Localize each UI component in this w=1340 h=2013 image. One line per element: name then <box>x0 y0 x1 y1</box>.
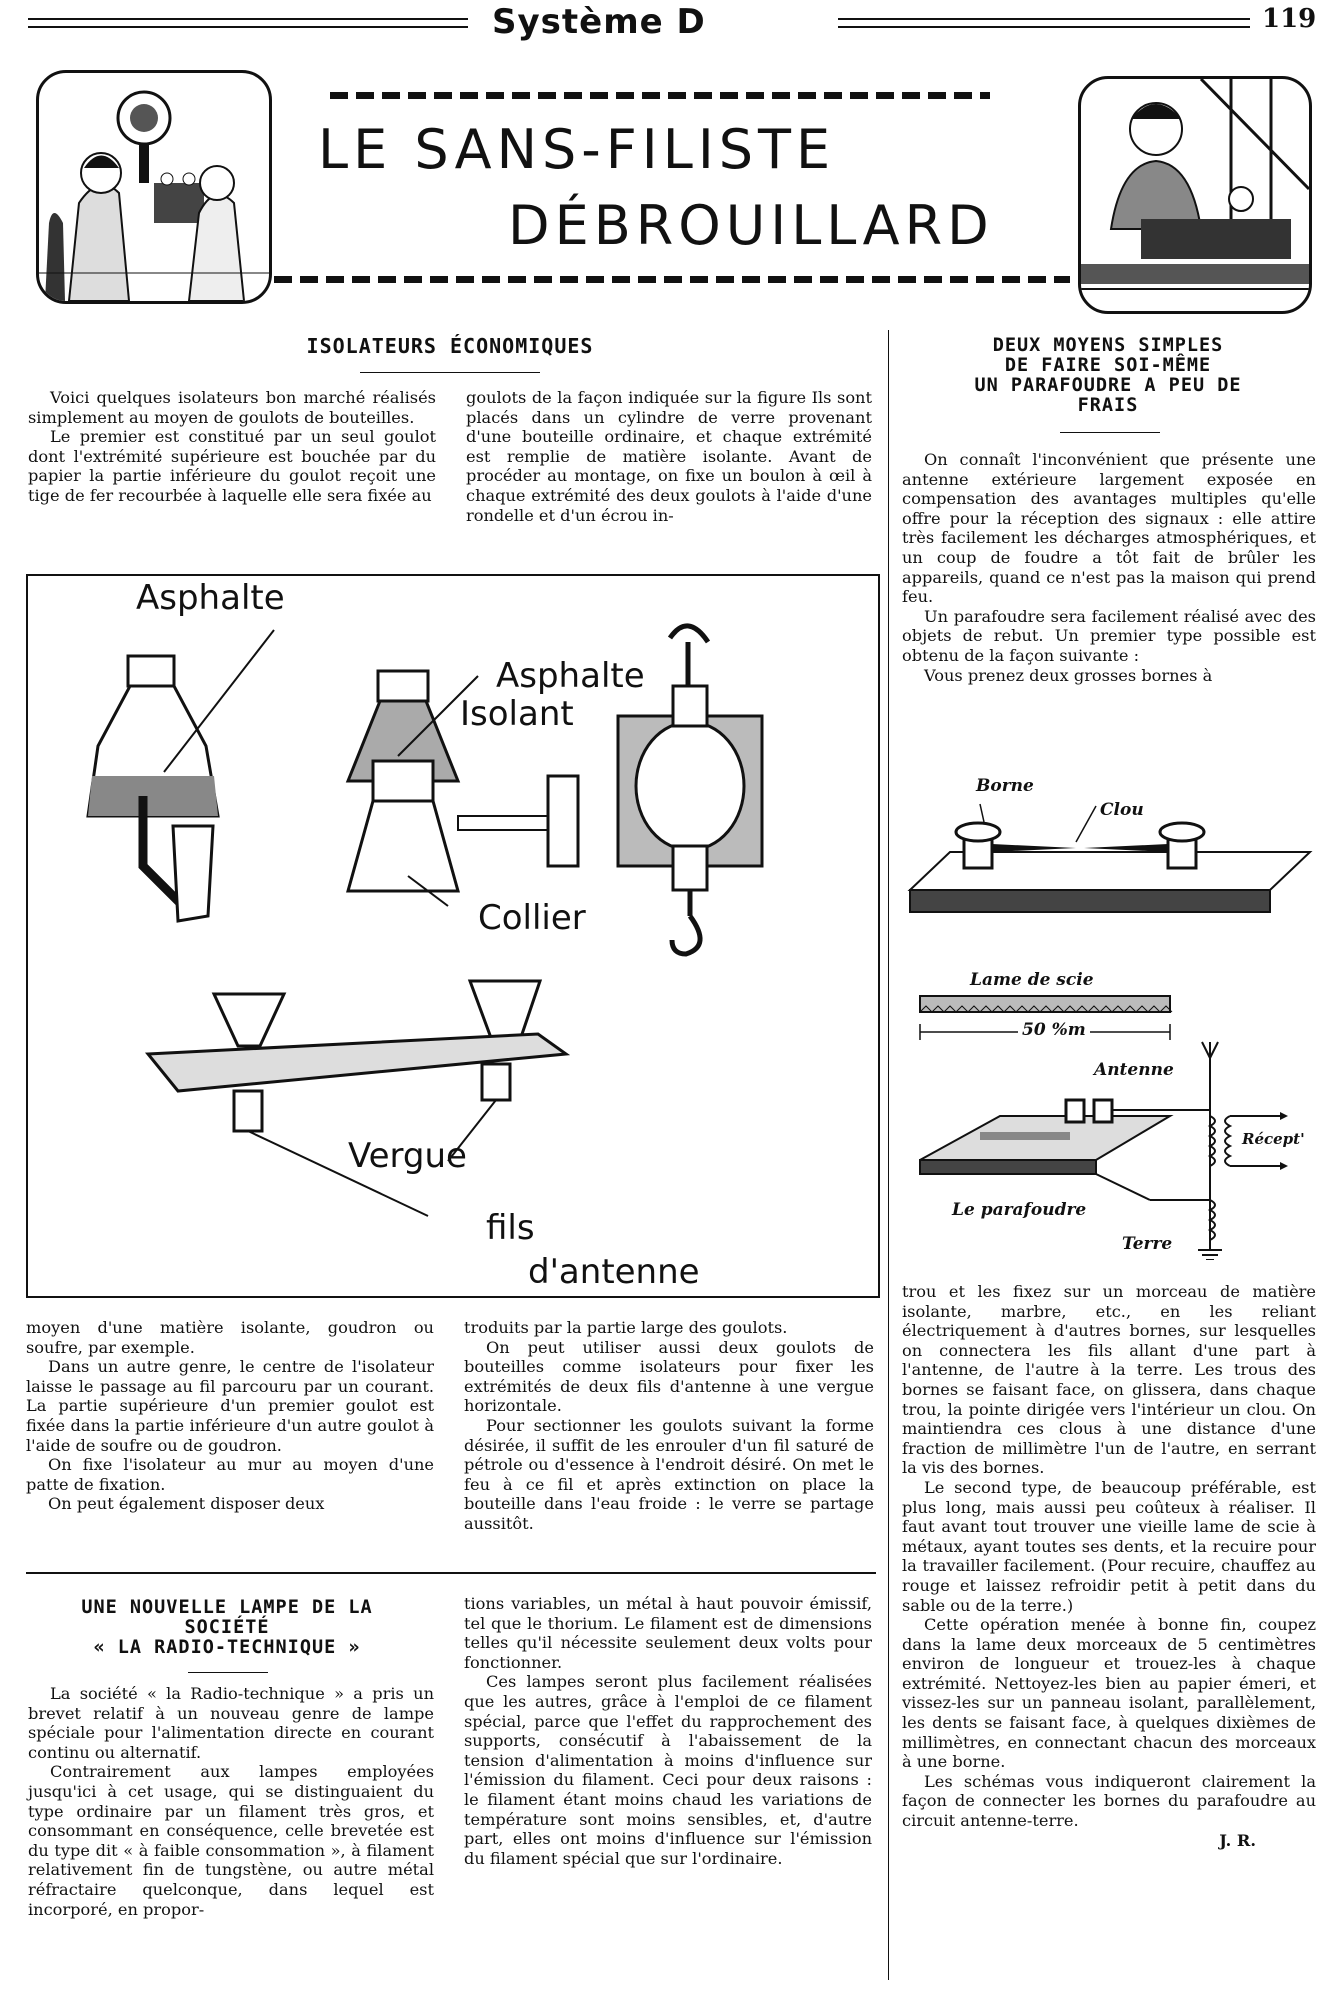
banner-dash-bottom <box>274 276 1070 283</box>
paragraph: Voici quelques isolateurs bon marché réalisés simplement au moyen de goulots de bouteilles. <box>28 388 436 427</box>
article3-title-underline <box>188 1672 268 1673</box>
article3-title-line: « LA RADIO-TECHNIQUE » <box>93 1637 361 1658</box>
paragraph: Ces lampes seront plus facilement réalisées que les autres, grâce à l'emploi de ce filament spécial, parce que l'effet du rapprochement des supports, consécutif à l'abaissement de la tension d'alimentation à moins d'influence sur l'émission du filament. Ceci pour deux raisons : le filament étant moins chaud les variations de température sont moins sensibles, et, d'autre part, elles ont moins d'influence sur l'émission du filament spécial que sur l'ordinaire. <box>464 1672 872 1868</box>
paragraph: tions variables, un métal à haut pouvoir émissif, tel que le thorium. Le filament est de dimensions telles qu'il nécessite seulement deux volts pour fonctionner. <box>464 1594 872 1672</box>
column-separator <box>888 330 889 1980</box>
lightning-arrester-drawing <box>900 760 1320 1260</box>
banner-dash-top <box>330 92 990 99</box>
banner-illustration-right <box>1078 76 1312 314</box>
label-asphalte-2: Asphalte <box>496 656 645 696</box>
paragraph: troduits par la partie large des goulots. <box>464 1318 788 1337</box>
article2-title-line: UN PARAFOUDRE A PEU DE <box>974 375 1242 396</box>
article3-col1 <box>28 1684 434 1919</box>
paragraph: Contrairement aux lampes employées jusqu'ici à cet usage, qui se distinguaient du type ordinaire par un filament très gros, et consommant en conséquence, celle brevetée est du type dit « à faible consommation », à filament relativement fin de tungstène, ou autre métal réfractaire quelconque, dans lequel est incorporé, en propor- <box>28 1762 434 1919</box>
paragraph: Dans un autre genre, le centre de l'isolateur laisse le passage au fil parcouru par un courant. La partie supérieure d'un premier goulot est fixée dans la partie inférieure d'un autre goulot à l'aide de soufre ou de goudron. <box>26 1357 434 1455</box>
paragraph: Le second type, de beaucoup préférable, est plus long, mais aussi peu coûteux à réaliser. Il faut avant tout trouver une vieille lame de scie à métaux, ayant toutes ses dents, et la recuire pour la travailler facilement. (Pour recuire, chauffez au rouge et laissez refroidir petit à petit dans du sable ou de la terre.) <box>902 1477 1316 1615</box>
label-antenne: Antenne <box>1094 1060 1174 1080</box>
article3-title <box>22 1598 432 1658</box>
insulators-drawing <box>28 576 878 1296</box>
label-vergue: Vergue <box>348 1136 467 1176</box>
article2-title-line: DEUX MOYENS SIMPLES <box>992 335 1224 356</box>
label-terre: Terre <box>1122 1234 1173 1254</box>
label-borne: Borne <box>976 776 1034 796</box>
paragraph: On fixe l'isolateur au mur au moyen d'une patte de fixation. <box>26 1455 434 1494</box>
paragraph: trou et les fixez sur un morceau de matière isolante, marbre, etc., en les reliant électriquement à d'autres bornes, sur lesquelles on connectera les fils allant d'une part à l'antenne, de l'autre à la terre. Les trous des bornes se faisant face, on glissera, dans chaque trou, la pointe dirigée vers l'intérieur un clou. On maintiendra ces clous à une distance d'une fraction de millimètre l'un de l'autre, en serrant la vis des bornes. <box>902 1282 1316 1478</box>
label-d-antenne: d'antenne <box>528 1252 700 1292</box>
banner-title-line2: DÉBROUILLARD <box>508 194 994 257</box>
paragraph: Vous prenez deux grosses bornes à <box>924 665 1213 685</box>
label-fils: fils <box>486 1208 535 1248</box>
paragraph: La société « la Radio-technique » a pris un brevet relatif à un nouveau genre de lampe spéciale pour l'alimentation directe en courant continu ou alternatif. <box>28 1684 434 1762</box>
masthead-rule-left <box>28 18 468 28</box>
paragraph: On peut utiliser aussi deux goulots de bouteilles comme isolateurs pour fixer les extrémités de deux fils d'antenne à une vergue horizontale. <box>464 1337 874 1416</box>
label-dimension: 50 %m <box>1018 1020 1090 1040</box>
paragraph: Pour sectionner les goulots suivant la forme désirée, il suffit de les enrouler d'un fil saturé de pétrole ou d'essence à l'endroit désiré. On met le feu à ce fil et après extinction on place la bouteille dans l'eau froide : le verre se partage aussitôt. <box>464 1415 874 1533</box>
label-lame-de-scie: Lame de scie <box>970 970 1094 990</box>
article1-title-underline <box>360 372 540 373</box>
banner-illustration-left <box>36 70 272 304</box>
article2-bottom <box>902 1282 1316 1850</box>
article3-title-line: UNE NOUVELLE LAMPE DE LA <box>81 1597 373 1618</box>
paragraph: Le premier est constitué par un seul goulot dont l'extrémité supérieure est bouchée par du papier la partie inférieure du goulot reçoit une tige de fer recourbée à laquelle elle sera fixée au <box>28 427 436 505</box>
masthead-rule-right <box>838 18 1250 28</box>
article1-col1-bottom <box>26 1318 434 1514</box>
article2-title <box>898 336 1318 416</box>
article3-title-line: SOCIÉTÉ <box>184 1617 270 1638</box>
paragraph: Les schémas vous indiqueront clairement la façon de connecter les bornes du parafoudre au circuit antenne-terre. <box>902 1771 1316 1831</box>
signature: J. R. <box>1219 1830 1256 1850</box>
journal-title: Système D <box>492 2 706 42</box>
article2-title-underline <box>1060 432 1160 433</box>
label-asphalte-1: Asphalte <box>136 578 285 618</box>
paragraph: On peut également disposer deux <box>48 1494 325 1514</box>
label-recept: Récept' <box>1242 1130 1305 1148</box>
article-separator <box>26 1572 876 1574</box>
listening-family-illustration <box>39 73 269 301</box>
article1-col2-bottom <box>464 1318 874 1534</box>
paragraph: Cette opération menée à bonne fin, coupez dans la lame deux morceaux de 5 centimètres environ de longueur et trouez-les à chaque extrémité. Nettoyez-les bien au papier émeri, et vissez-les sur un panneau isolant, parallèlement, les dents se faisant face, à quelques dixièmes de millimètres, en connectant chacun des morceaux à une borne. <box>902 1615 1316 1772</box>
label-isolant: Isolant <box>460 694 574 734</box>
article1-title: ISOLATEURS ÉCONOMIQUES <box>306 334 594 358</box>
paragraph: moyen d'une matière isolante, goudron ou soufre, par exemple. <box>26 1318 434 1357</box>
article2-top <box>902 450 1316 685</box>
insulators-figure <box>26 574 880 1298</box>
paragraph: On connaît l'inconvénient que présente une antenne extérieure largement exposée en compensation des avantages multiples qu'elle offre pour la réception des signaux : elle attire très facilement les décharges atmosphériques, et un coup de foudre a tôt fait de brûler les appareils, quand ce n'est pas la maison qui prend feu. <box>902 450 1316 607</box>
article3-col2 <box>464 1594 872 1868</box>
page-number: 119 <box>1262 4 1317 34</box>
article2-title-line: DE FAIRE SOI-MÊME <box>1004 355 1212 376</box>
article1-col2-top <box>466 388 872 525</box>
banner-title-line1: LE SANS-FILISTE <box>318 118 836 181</box>
article1-col1-top <box>28 388 436 506</box>
paragraph: goulots de la façon indiquée sur la figure Ils sont placés dans un cylindre de verre provenant d'une bouteille ordinaire, et chaque extrémité est remplie de matière isolante. Avant de procéder au montage, on fixe un boulon à œil à chaque extrémité des deux goulots à l'aide d'une rondelle et d'un écrou in- <box>466 388 872 525</box>
label-clou: Clou <box>1100 800 1144 820</box>
label-le-parafoudre: Le parafoudre <box>952 1200 1087 1220</box>
lightning-arrester-figures <box>900 760 1320 1260</box>
paragraph: Un parafoudre sera facilement réalisé avec des objets de rebut. Un premier type possible est obtenu de la façon suivante : <box>902 606 1316 665</box>
wireless-operator-illustration <box>1081 79 1309 311</box>
article2-title-line: FRAIS <box>1077 395 1139 416</box>
label-collier: Collier <box>478 898 586 938</box>
